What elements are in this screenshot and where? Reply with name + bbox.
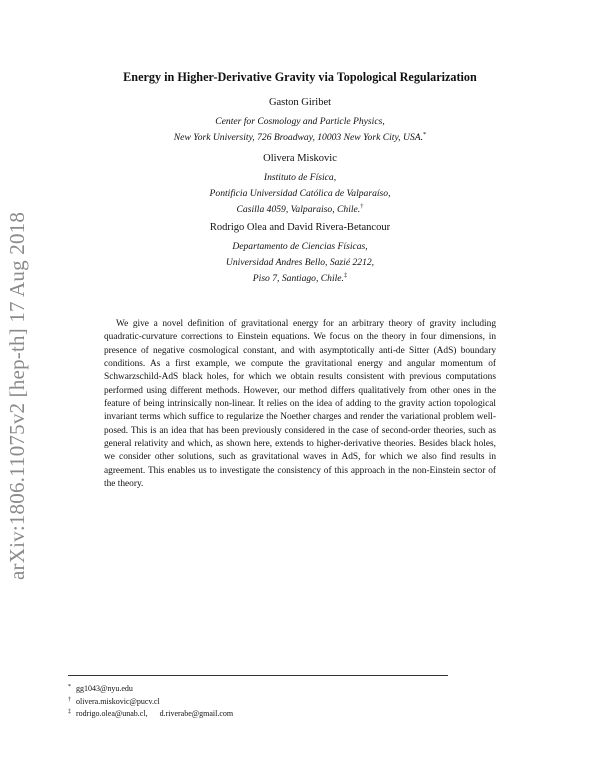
abstract: We give a novel definition of gravitational energy for an arbitrary theory of gravity including quadratic-curvature corrections to Einstein equations. We focus on the theory in four dimensions, in presence of negative cosmological constant, and with asymptotically anti-de Sitter (AdS) boundary conditions. As a first example, we compute the gravitational energy and angular momentum of Schwarzschild-AdS black holes, for which we obtain results consistent with previous computations performed using different methods. However, our method differs qualitatively from other ones in the feature of being intrinsically non-linear. It relies on the idea of adding to the gravity action topological invariant terms which suffice to regularize the Noether charges and render the variational problem well-posed. This is an idea that has been previously considered in the case of second-order theories, such as general relativity and which, as shown here, extends to higher-derivative theories. Besides black holes, we consider other solutions, such as gravitational waves in AdS, for which we also find results in agreement. This enables us to investigate the consistency of this approach in the non-Einstein sector of the theory. [104,319,496,490]
affiliation-line: Pontificia Universidad Católica de Valparaíso, [209,188,391,199]
footnote-mark: * [422,131,427,138]
affiliation-line: Instituto de Física, [263,172,337,183]
affiliation-line: Casilla 4059, Valparaiso, Chile.† [236,203,364,215]
affiliation-line: Universidad Andres Bello, Sazié 2212, [225,257,375,268]
footnotes [68,675,448,721]
footnote-mark: ‡ [343,272,348,279]
affiliation [0,170,600,218]
email-link[interactable]: gg1043@nyu.edu [76,684,133,693]
paper-title: Energy in Higher-Derivative Gravity via Topological Regularization [123,70,477,84]
author-block-3 [0,221,600,287]
footnote-mark: † [68,696,71,703]
author-name: Olivera Miskovic [263,153,337,164]
affiliation [0,114,600,146]
author-name: Rodrigo Olea and David Rivera-Betancour [209,222,391,233]
affiliation-line: Center for Cosmology and Particle Physics, [215,116,385,127]
author-block-2 [0,152,600,218]
footnote [68,683,448,696]
author-name: Gaston Giribet [268,97,332,108]
arxiv-id: arXiv:1806.11075v2 [hep-th] 17 Aug 2018 [5,211,29,580]
footnote [68,708,448,721]
footnote-mark: ‡ [68,709,71,715]
footnote-mark: † [360,203,364,210]
email-link[interactable]: rodrigo.olea@unab.cl, [76,709,148,718]
email-link[interactable]: olivera.miskovic@pucv.cl [76,696,160,706]
affiliation [0,239,600,287]
email-link[interactable]: d.riverabe@gmail.com [159,709,234,718]
footnote [68,696,448,709]
author-block-1 [0,96,600,146]
affiliation-line: Departamento de Ciencias Físicas, [232,241,368,252]
affiliation-line: Piso 7, Santiago, Chile.‡ [252,272,348,284]
affiliation-line: New York University, 726 Broadway, 10003 New York City, USA.* [173,131,427,143]
footnote-mark: * [68,684,71,690]
